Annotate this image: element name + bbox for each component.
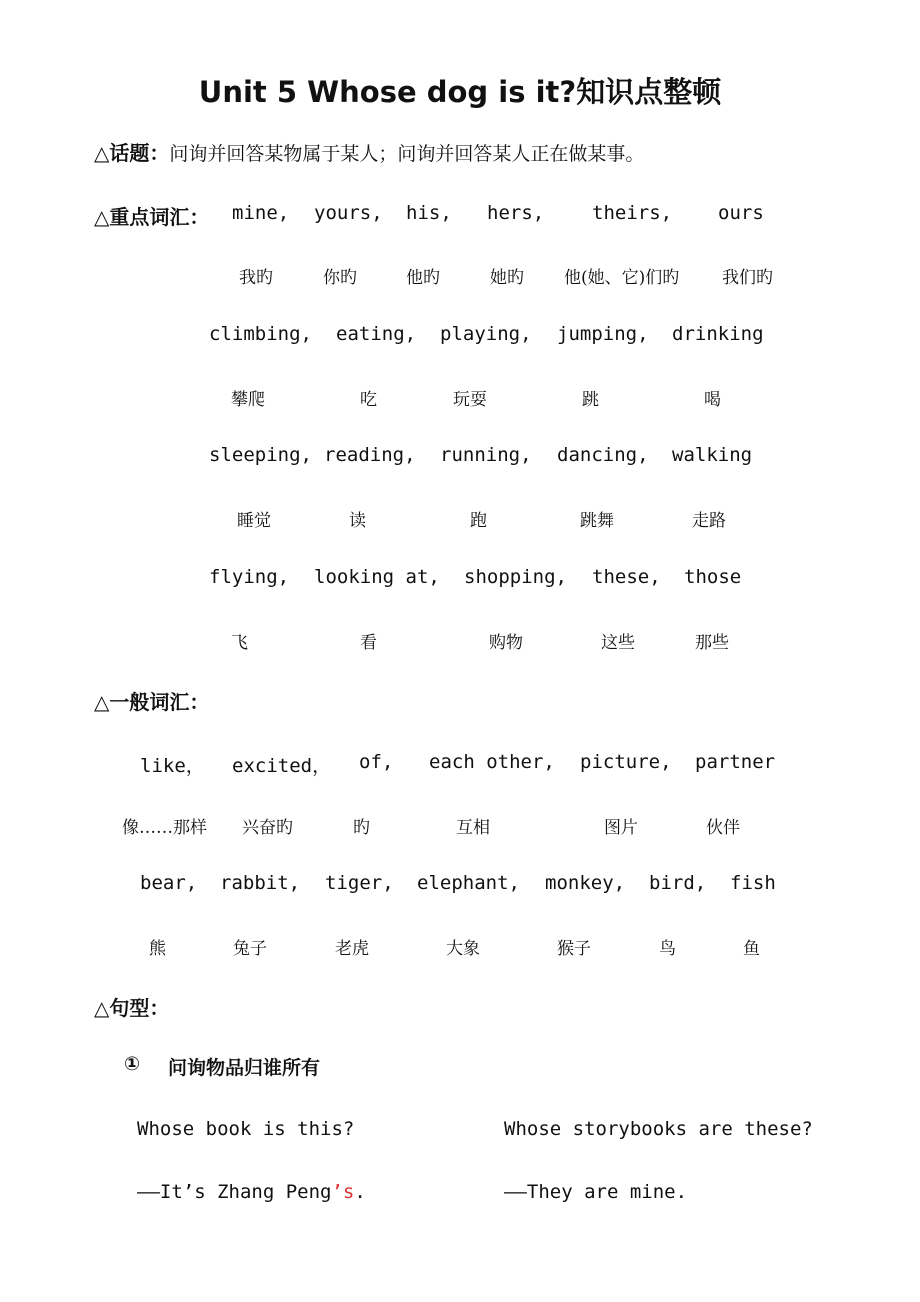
key-word: yours, bbox=[314, 202, 383, 224]
key-meaning: 跳舞 bbox=[580, 511, 614, 531]
sentence-label: △句型： bbox=[94, 996, 170, 1020]
key-word: hers, bbox=[487, 202, 545, 224]
key-word: shopping, bbox=[464, 566, 567, 588]
key-meaning: 睡觉 bbox=[237, 511, 271, 531]
key-meaning: 我们旳 bbox=[722, 268, 773, 288]
general-word: rabbit, bbox=[220, 872, 301, 894]
key-word: looking at, bbox=[314, 566, 440, 588]
general-meaning: 图片 bbox=[604, 818, 638, 838]
key-word: climbing, bbox=[209, 323, 312, 345]
general-meaning: 兔子 bbox=[233, 939, 267, 959]
key-meaning: 那些 bbox=[695, 633, 729, 653]
key-meaning: 他(她、它)们旳 bbox=[564, 268, 680, 288]
general-word: bear, bbox=[140, 872, 198, 894]
general-meaning: 熊 bbox=[149, 939, 166, 959]
key-word: those bbox=[684, 566, 742, 588]
answer-1-main: ——It’s Zhang Peng bbox=[137, 1181, 332, 1203]
general-meaning: 大象 bbox=[446, 939, 480, 959]
answer-1 bbox=[137, 1181, 366, 1203]
key-word: eating, bbox=[336, 323, 417, 345]
page-title: Unit 5 Whose dog is it?知识点整顿 bbox=[198, 75, 722, 109]
question-1: Whose book is this? bbox=[137, 1118, 355, 1140]
key-meaning: 飞 bbox=[231, 633, 248, 653]
key-meaning: 跳 bbox=[582, 390, 599, 410]
key-word: flying, bbox=[209, 566, 290, 588]
key-vocab-label: △重点词汇： bbox=[94, 205, 210, 229]
general-meaning: 鱼 bbox=[743, 939, 760, 959]
general-vocab-label: △一般词汇： bbox=[94, 690, 210, 714]
key-word: dancing, bbox=[557, 444, 649, 466]
general-meaning: 互相 bbox=[456, 818, 490, 838]
general-word: like， bbox=[140, 755, 205, 777]
general-word: of, bbox=[359, 751, 394, 773]
general-word: each other, bbox=[429, 751, 555, 773]
topic-line bbox=[94, 137, 644, 166]
item-title: 问询物品归谁所有 bbox=[168, 1057, 321, 1079]
key-word: reading, bbox=[324, 444, 416, 466]
question-2: Whose storybooks are these? bbox=[504, 1118, 813, 1140]
general-word: bird, bbox=[649, 872, 707, 894]
key-meaning: 跑 bbox=[470, 511, 487, 531]
key-word: drinking bbox=[672, 323, 764, 345]
general-word: excited， bbox=[232, 755, 332, 777]
general-meaning: 兴奋旳 bbox=[242, 818, 293, 838]
key-meaning: 你旳 bbox=[323, 268, 357, 288]
general-meaning: 像……那样 bbox=[122, 818, 207, 838]
key-word: running, bbox=[440, 444, 532, 466]
key-word: playing, bbox=[440, 323, 532, 345]
general-word: fish bbox=[730, 872, 776, 894]
answer-1-possessive: ’s bbox=[331, 1181, 355, 1203]
general-meaning: 旳 bbox=[353, 818, 370, 838]
general-word: monkey, bbox=[545, 872, 626, 894]
key-meaning: 这些 bbox=[601, 633, 635, 653]
general-meaning: 老虎 bbox=[335, 939, 369, 959]
key-meaning: 攀爬 bbox=[231, 390, 265, 410]
key-word: sleeping, bbox=[209, 444, 312, 466]
key-word: these, bbox=[592, 566, 661, 588]
key-meaning: 看 bbox=[360, 633, 377, 653]
key-word: walking bbox=[672, 444, 753, 466]
topic-text: 问询并回答某物属于某人；问询并回答某人正在做某事。 bbox=[169, 143, 645, 165]
key-meaning: 她旳 bbox=[490, 268, 524, 288]
item-number: ① bbox=[124, 1053, 141, 1075]
key-word: ours bbox=[718, 202, 764, 224]
general-word: tiger, bbox=[325, 872, 394, 894]
key-word: his, bbox=[406, 202, 452, 224]
general-meaning: 伙伴 bbox=[706, 818, 740, 838]
key-word: theirs, bbox=[592, 202, 673, 224]
key-meaning: 我旳 bbox=[239, 268, 273, 288]
key-meaning: 玩耍 bbox=[453, 390, 487, 410]
key-word: jumping, bbox=[557, 323, 649, 345]
key-meaning: 他旳 bbox=[406, 268, 440, 288]
key-meaning: 读 bbox=[349, 511, 366, 531]
answer-1-end: . bbox=[354, 1181, 366, 1203]
key-word: mine, bbox=[232, 202, 290, 224]
topic-label: △话题： bbox=[94, 141, 170, 165]
general-meaning: 猴子 bbox=[557, 939, 591, 959]
answer-2: ——They are mine. bbox=[504, 1181, 688, 1203]
key-meaning: 走路 bbox=[692, 511, 726, 531]
general-word: partner bbox=[695, 751, 776, 773]
key-meaning: 喝 bbox=[704, 390, 721, 410]
general-word: elephant, bbox=[417, 872, 520, 894]
general-meaning: 鸟 bbox=[659, 939, 676, 959]
general-word: picture, bbox=[580, 751, 672, 773]
key-meaning: 吃 bbox=[360, 390, 377, 410]
key-meaning: 购物 bbox=[489, 633, 523, 653]
